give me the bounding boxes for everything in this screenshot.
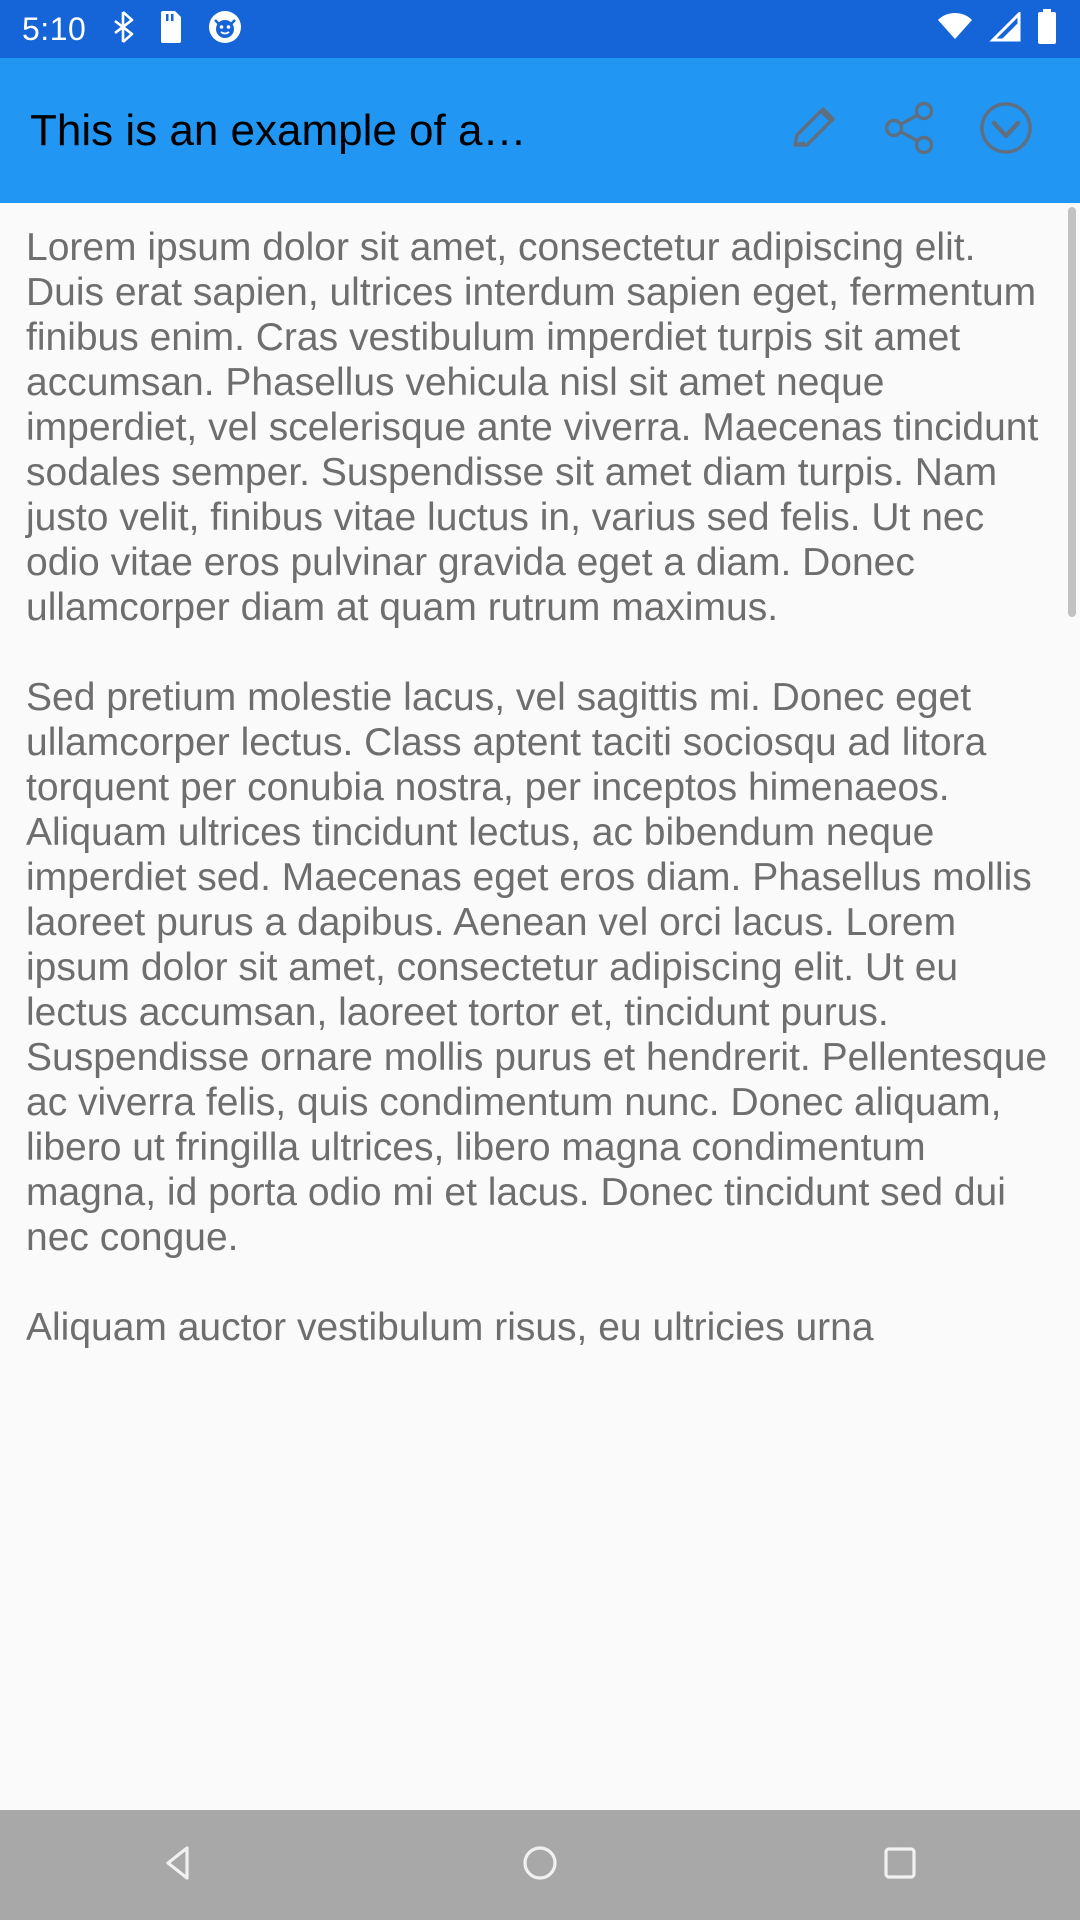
status-clock: 5:10	[22, 11, 87, 47]
bluetooth-share-icon	[110, 10, 136, 49]
cellular-signal-icon	[988, 12, 1022, 47]
status-notification-icons	[110, 10, 242, 49]
home-button[interactable]	[465, 1810, 615, 1920]
share-icon	[879, 97, 941, 164]
action-bar	[0, 58, 1080, 203]
back-button[interactable]	[105, 1810, 255, 1920]
status-system-icons	[936, 9, 1058, 50]
recents-square-icon	[878, 1841, 922, 1890]
note-paragraph: Aliquam auctor vestibulum risus, eu ultricies urna	[26, 1306, 874, 1349]
share-button[interactable]	[862, 83, 958, 179]
status-bar	[0, 0, 1080, 58]
edit-icon	[783, 97, 845, 164]
sd-card-icon	[158, 10, 186, 49]
note-paragraph: Lorem ipsum dolor sit amet, consectetur adipiscing elit. Duis erat sapien, ultrices interdum sapien eget, fermentum finibus enim. Cras vestibulum imperdiet turpis sit amet accumsan. Phasellus vehicula nisl sit amet neque imperdiet, vel scelerisque ante viverra. Maecenas tincidunt sodales semper. Suspendisse sit amet diam turpis. Nam justo velit, finibus vitae luctus in, varius sed felis. Ut nec odio vitae eros pulvinar gravida eget a diam. Donec ullamcorper diam at quam rutrum maximus.	[26, 226, 1039, 629]
page-title: This is an example of a…	[30, 105, 527, 155]
note-content-scroll[interactable]	[0, 203, 1080, 1810]
battery-full-icon	[1036, 9, 1058, 50]
app-notification-icon	[208, 10, 242, 49]
note-body[interactable]	[0, 203, 1080, 1350]
scrollbar[interactable]	[1068, 207, 1076, 1806]
edit-button[interactable]	[766, 83, 862, 179]
scrollbar-thumb[interactable]	[1068, 207, 1076, 617]
note-paragraph: Sed pretium molestie lacus, vel sagittis mi. Donec eget ullamcorper lectus. Class aptent taciti sociosqu ad litora torquent per conubia nostra, per inceptos himenaeos. Aliquam ultrices tincidunt lectus, ac bibendum neque imperdiet sed. Maecenas eget eros diam. Phasellus mollis laoreet purus a dapibus. Aenean vel orci lacus. Lorem ipsum dolor sit amet, consectetur adipiscing elit. Ut eu lectus accumsan, laoreet tortor et, tincidunt purus. Suspendisse ornare mollis purus et hendrerit. Pellentesque ac viverra felis, quis condimentum nunc. Donec aliquam, libero ut fringilla ultrices, libero magna condimentum magna, id porta odio mi et lacus. Donec tincidunt sed dui nec congue.	[26, 676, 1048, 1259]
navigation-bar	[0, 1810, 1080, 1920]
expand-more-icon	[973, 95, 1039, 166]
more-options-button[interactable]	[958, 83, 1054, 179]
home-circle-icon	[518, 1841, 562, 1890]
wifi-icon	[936, 12, 974, 47]
recents-button[interactable]	[825, 1810, 975, 1920]
back-triangle-icon	[156, 1839, 204, 1892]
